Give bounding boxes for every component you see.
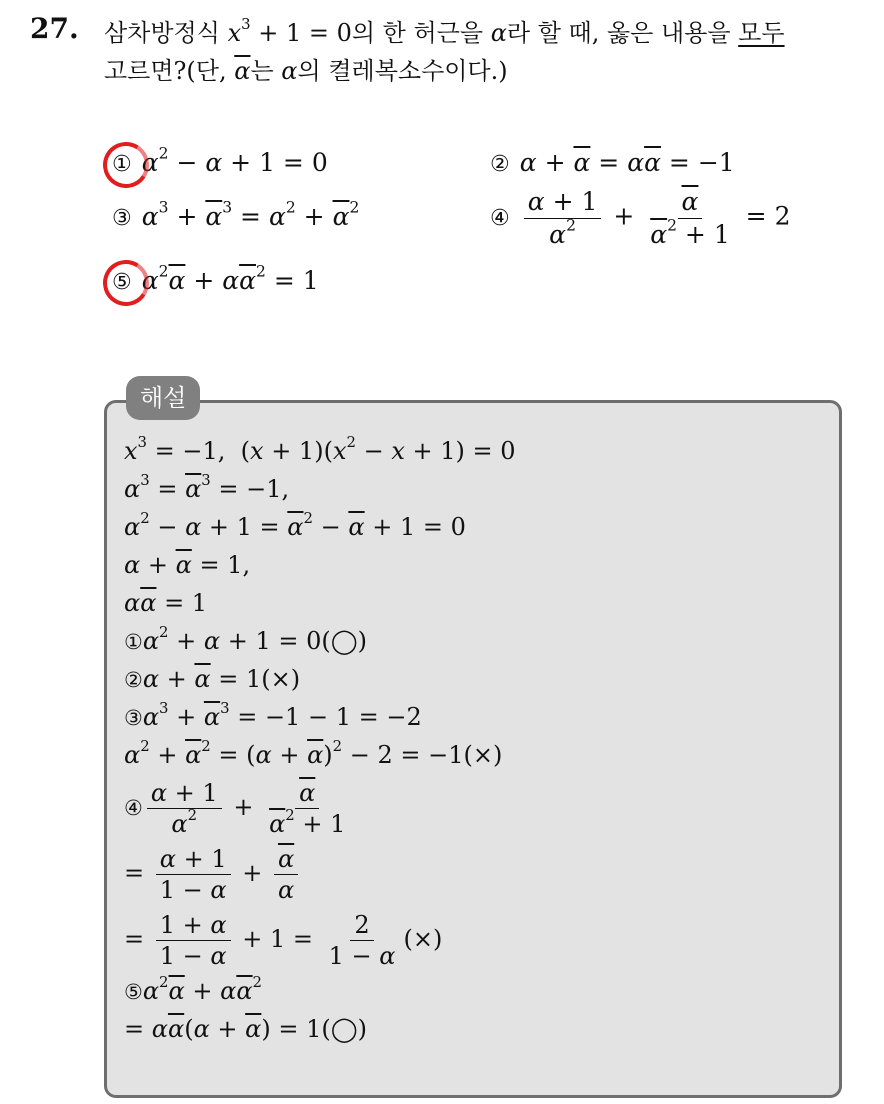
solution-line: = $\frac{1 + \alpha}{1 - \alpha}$ + 1 = $\frac{2}{1 - \alpha}$ (×) (124, 910, 443, 970)
choice-3[interactable]: ③ $\alpha^3 + \overline{\alpha}^3 = \alpha^2 + \overline{\alpha}^2$ (112, 198, 360, 231)
wrong-mark-icon: × (270, 665, 291, 693)
wrong-mark-icon: × (472, 741, 493, 769)
solution-line: $①\alpha^2 + \alpha + 1$ = 0(◯) (124, 623, 367, 655)
solution-line: $\alpha^2 - \alpha + 1 = \overline{\alpha}^2 - \overline{\alpha} + 1 = 0$ (124, 509, 466, 541)
solution-line: $\alpha\overline{\alpha} = 1$ (124, 589, 208, 617)
choice-2[interactable]: ② $\alpha + \overline{\alpha} = \alpha\overline{\alpha} = -1$ (490, 148, 735, 177)
choice-5[interactable]: ⑤ $\alpha^2\overline{\alpha} + \alpha\overline{\alpha}^2 = 1$ (112, 264, 319, 300)
correct-mark-icon: ◯ (330, 1015, 358, 1043)
choice-1[interactable]: ① $\alpha^2 - \alpha + 1 = 0$ (112, 146, 328, 182)
wrong-mark-icon: × (412, 925, 433, 953)
solution-line: $\alpha^2 + \overline{\alpha}^2 = (\alpha + \overline{\alpha})^2 - 2 = -1(\times)$ (124, 737, 503, 769)
solution-lines (124, 432, 516, 1048)
solution-line: $\alpha + \overline{\alpha} = 1$, (124, 551, 251, 579)
solution-line: ④ $\frac{\alpha + 1}{\alpha^2}$ + $\frac{\overline{\alpha}}{\overline{\alpha}^2 + 1}$ (124, 778, 346, 838)
solution-line: = $\frac{\alpha + 1}{1 - \alpha}$ + $\frac{\overline{\alpha}}{\alpha}$ (124, 840, 516, 906)
solution-line: $x^3 = -1$, $(x + 1)(x^2 - x + 1) = 0$ (124, 433, 516, 465)
selected-circle-icon: ① (112, 148, 132, 182)
choice-4[interactable]: ④ $\frac{\alpha + 1}{\alpha^2}$ + $\frac{\overline{\alpha}}{\overline{\alpha}^2 + 1}$ = 2 (490, 187, 791, 249)
solution-line: $⑤\alpha^2\overline{\alpha} + \alpha\overline{\alpha}^2$ (124, 973, 263, 1005)
question-text: 삼차방정식 $x^3 + 1 = 0$의 한 허근을 α라 할 때, 옳은 내용을 모두 고르면?(단, $\overline{\alpha}$는 α의 켤레복소수이다.) (104, 15, 785, 85)
question-number: 27. (30, 12, 79, 45)
correct-mark-icon: ◯ (330, 627, 358, 655)
emphasis-all: 모두 (738, 19, 785, 47)
selected-circle-icon: ⑤ (112, 266, 132, 300)
solution-tab: 해설 (126, 376, 200, 420)
solution-line: = $\alpha\overline{\alpha}(\alpha + \overline{\alpha})$ = 1(◯) (124, 1015, 367, 1043)
solution-line: $\alpha^3 = \overline{\alpha}^3 = -1$, (124, 471, 290, 503)
solution-line: ②α + $\overline{\alpha} = 1(\times)$ (124, 665, 301, 693)
solution-line: $③\alpha^3 + \overline{\alpha}^3 = -1 - 1 = -2$ (124, 699, 422, 731)
